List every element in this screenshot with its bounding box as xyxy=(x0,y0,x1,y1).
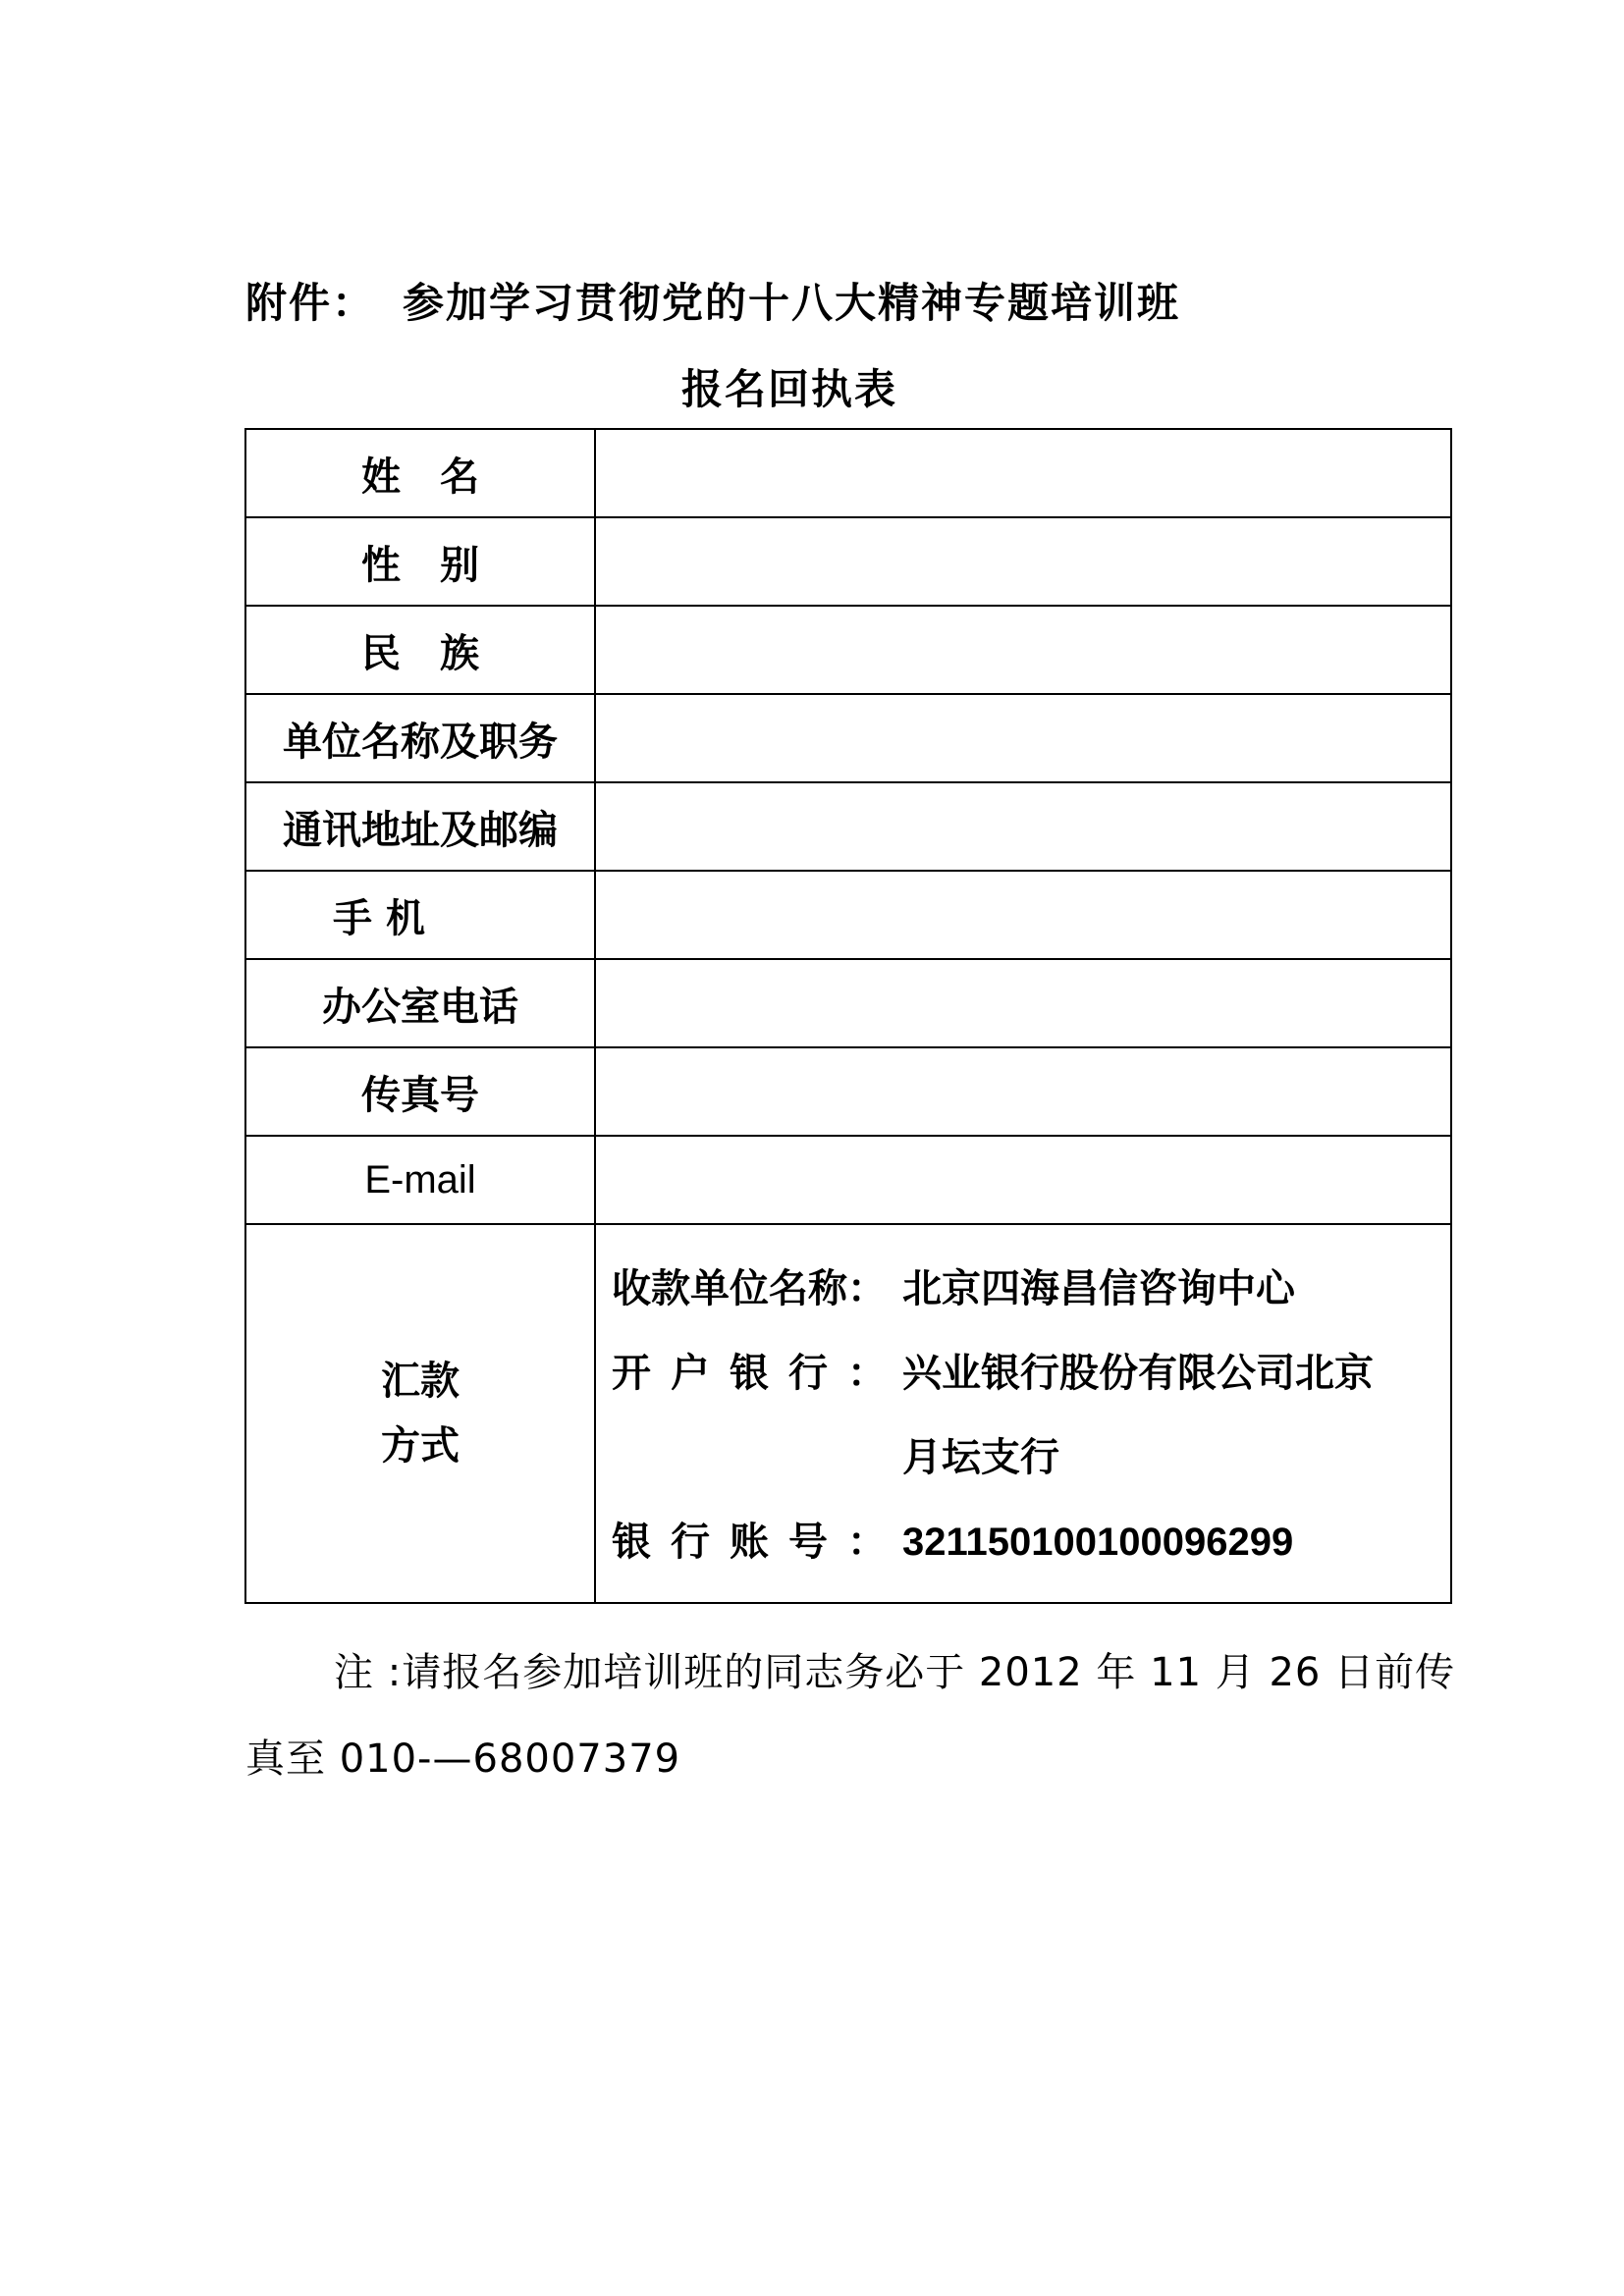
bank-label: 开户银行： xyxy=(612,1351,906,1396)
office-phone-field[interactable] xyxy=(595,959,1451,1047)
office-phone-label: 办公室电话 xyxy=(245,959,595,1047)
form-row-payment xyxy=(245,1224,1451,1603)
attachment-prefix: 附件： xyxy=(245,279,376,327)
name-field[interactable] xyxy=(595,429,1451,517)
bank-value-line1: 兴业银行股份有限公司北京 xyxy=(902,1351,1374,1396)
payment-details xyxy=(596,1225,1450,1602)
email-label: E-mail xyxy=(245,1136,595,1224)
form-row-address xyxy=(245,782,1451,871)
fax-label: 传真号 xyxy=(245,1047,595,1136)
account-value: 321150100100096299 xyxy=(902,1521,1294,1564)
fax-field[interactable] xyxy=(595,1047,1451,1136)
form-row-name xyxy=(245,429,1451,517)
account-line xyxy=(612,1500,1450,1584)
organization-field[interactable] xyxy=(595,694,1451,782)
ethnicity-label: 民族 xyxy=(245,606,595,694)
email-field[interactable] xyxy=(595,1136,1451,1224)
address-field[interactable] xyxy=(595,782,1451,871)
payment-method-label xyxy=(246,1349,594,1478)
registration-note: 注 :请报名参加培训班的同志务必于 2012 年 11 月 26 日前传真至 010-—68007379 xyxy=(245,1650,1456,1782)
account-label: 银行账号： xyxy=(612,1520,906,1565)
bank-indent-spacer xyxy=(612,1415,902,1500)
payment-details-cell xyxy=(595,1224,1451,1603)
organization-label: 单位名称及职务 xyxy=(245,694,595,782)
payee-value: 北京四海昌信咨询中心 xyxy=(902,1266,1295,1311)
payment-label-line2: 方式 xyxy=(381,1423,460,1468)
bank-value-line2: 月坛支行 xyxy=(902,1435,1059,1480)
mobile-label: 手机 xyxy=(245,871,595,959)
form-row-gender xyxy=(245,517,1451,606)
payee-label: 收款单位名称： xyxy=(612,1266,887,1311)
bank-line xyxy=(612,1331,1450,1415)
name-label: 姓名 xyxy=(245,429,595,517)
form-row-ethnicity xyxy=(245,606,1451,694)
document-heading xyxy=(245,271,1180,330)
payment-method-label-cell xyxy=(245,1224,595,1603)
address-label: 通讯地址及邮编 xyxy=(245,782,595,871)
form-subtitle: 报名回执表 xyxy=(680,365,897,413)
mobile-field[interactable] xyxy=(595,871,1451,959)
document-title: 参加学习贯彻党的十八大精神专题培训班 xyxy=(403,279,1181,327)
bank-line-continued xyxy=(612,1415,1450,1500)
gender-field[interactable] xyxy=(595,517,1451,606)
ethnicity-field[interactable] xyxy=(595,606,1451,694)
form-row-mobile xyxy=(245,871,1451,959)
payee-line xyxy=(612,1247,1450,1331)
registration-form-table xyxy=(244,428,1452,1604)
gender-label: 性别 xyxy=(245,517,595,606)
form-row-fax xyxy=(245,1047,1451,1136)
form-row-organization xyxy=(245,694,1451,782)
form-row-email xyxy=(245,1136,1451,1224)
form-row-office-phone xyxy=(245,959,1451,1047)
payment-label-line1: 汇款 xyxy=(381,1359,460,1404)
